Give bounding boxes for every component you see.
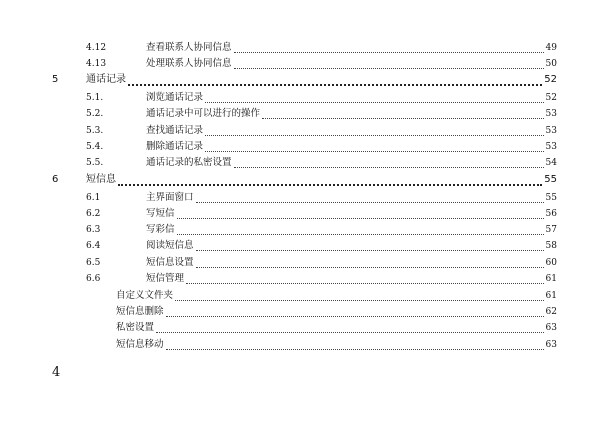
toc-entry-number: 6.4 — [86, 241, 101, 251]
toc-entry-page: 50 — [545, 59, 557, 69]
toc-entry-page: 63 — [545, 340, 557, 350]
toc-entry-row — [0, 90, 613, 106]
toc-entry-number: 6.1 — [86, 193, 101, 203]
toc-chapter-row — [0, 172, 613, 188]
toc-entry-page: 52 — [545, 93, 557, 103]
toc-entry-row — [0, 271, 613, 287]
toc-entry-row — [0, 206, 613, 222]
toc-entry-page: 53 — [545, 142, 557, 152]
toc-entry-title: 通话记录 — [86, 74, 126, 85]
toc-entry-number: 4.12 — [86, 43, 107, 53]
toc-entry-number: 5.4. — [86, 142, 104, 152]
toc-entry-title: 写短信 — [146, 208, 175, 219]
toc-entry-number: 5.5. — [86, 158, 104, 168]
toc-entry-title: 自定义文件夹 — [116, 290, 174, 301]
toc-entry-page: 53 — [545, 109, 557, 119]
toc-entry-number: 6.2 — [86, 209, 101, 219]
toc-leader-dots — [196, 249, 544, 251]
toc-entry-page: 53 — [545, 126, 557, 136]
toc-entry-title: 查看联系人协同信息 — [146, 42, 232, 53]
toc-entry-title: 私密设置 — [116, 322, 155, 333]
toc-entry-row — [0, 320, 613, 336]
toc-entry-row — [0, 337, 613, 353]
toc-entry-title: 通话记录中可以进行的操作 — [146, 108, 261, 119]
toc-entry-title: 处理联系人协同信息 — [146, 58, 232, 69]
toc-entry-row — [0, 238, 613, 254]
toc-entry-title: 短信息删除 — [116, 306, 164, 317]
toc-entry-page: 61 — [545, 274, 557, 284]
toc-leader-dots — [118, 183, 542, 186]
toc-entry-row — [0, 304, 613, 320]
toc-leader-dots — [234, 166, 544, 168]
toc-leader-dots — [234, 51, 544, 53]
toc-leader-dots — [177, 233, 544, 235]
toc-entry-row — [0, 155, 613, 171]
toc-leader-dots — [175, 299, 544, 301]
toc-entry-title: 短信息移动 — [116, 339, 164, 350]
toc-leader-dots — [234, 67, 544, 69]
page-number: 4 — [52, 365, 61, 380]
toc-leader-dots — [166, 348, 544, 350]
toc-entry-page: 63 — [545, 323, 557, 333]
toc-leader-dots — [196, 266, 544, 268]
toc-entry-title: 查找通话记录 — [146, 125, 204, 136]
toc-entry-row — [0, 40, 613, 56]
toc-leader-dots — [128, 83, 542, 86]
toc-entry-row — [0, 255, 613, 271]
toc-entry-number: 5.3. — [86, 126, 104, 136]
toc-entry-page: 58 — [545, 241, 557, 251]
toc-entry-page: 62 — [545, 307, 557, 317]
toc-leader-dots — [186, 282, 544, 284]
toc-entry-page: 55 — [544, 174, 557, 185]
toc-entry-title: 阅读短信息 — [146, 240, 194, 251]
toc-entry-row — [0, 106, 613, 122]
toc-entry-page: 57 — [545, 225, 557, 235]
toc-entry-title: 短信息 — [86, 174, 116, 185]
toc-leader-dots — [156, 331, 544, 333]
toc-entry-title: 删除通话记录 — [146, 141, 204, 152]
toc-chapter-row — [0, 72, 613, 88]
toc-entry-row — [0, 222, 613, 238]
toc-entry-row — [0, 139, 613, 155]
toc-entry-title: 短信息设置 — [146, 257, 194, 268]
toc-entry-row — [0, 123, 613, 139]
toc-entry-row — [0, 288, 613, 304]
toc-entry-page: 49 — [545, 43, 557, 53]
toc-leader-dots — [177, 217, 544, 219]
toc-leader-dots — [196, 201, 544, 203]
toc-entry-title: 主界面窗口 — [146, 192, 194, 203]
toc-entry-number: 5 — [52, 74, 59, 85]
toc-entry-page: 55 — [545, 193, 557, 203]
toc-leader-dots — [262, 117, 544, 119]
toc-entry-number: 5.1. — [86, 93, 104, 103]
toc-entry-number: 6.6 — [86, 274, 101, 284]
toc-entry-title: 通话记录的私密设置 — [146, 157, 232, 168]
toc-entry-number: 6 — [52, 174, 59, 185]
toc-entry-number: 5.2. — [86, 109, 104, 119]
toc-leader-dots — [166, 315, 544, 317]
toc-entry-page: 56 — [545, 209, 557, 219]
toc-leader-dots — [205, 150, 544, 152]
toc-entry-row — [0, 190, 613, 206]
toc-entry-title: 浏览通话记录 — [146, 92, 204, 103]
toc-entry-page: 54 — [545, 158, 557, 168]
toc-entry-page: 60 — [545, 258, 557, 268]
toc-leader-dots — [205, 101, 544, 103]
toc-leader-dots — [205, 134, 544, 136]
toc-entry-page: 61 — [545, 291, 557, 301]
toc-entry-number: 6.5 — [86, 258, 101, 268]
toc-entry-page: 52 — [544, 74, 557, 85]
toc-entry-row — [0, 56, 613, 72]
toc-entry-number: 6.3 — [86, 225, 101, 235]
toc-entry-title: 写彩信 — [146, 224, 175, 235]
toc-entry-title: 短信管理 — [146, 273, 185, 284]
toc-entry-number: 4.13 — [86, 59, 107, 69]
